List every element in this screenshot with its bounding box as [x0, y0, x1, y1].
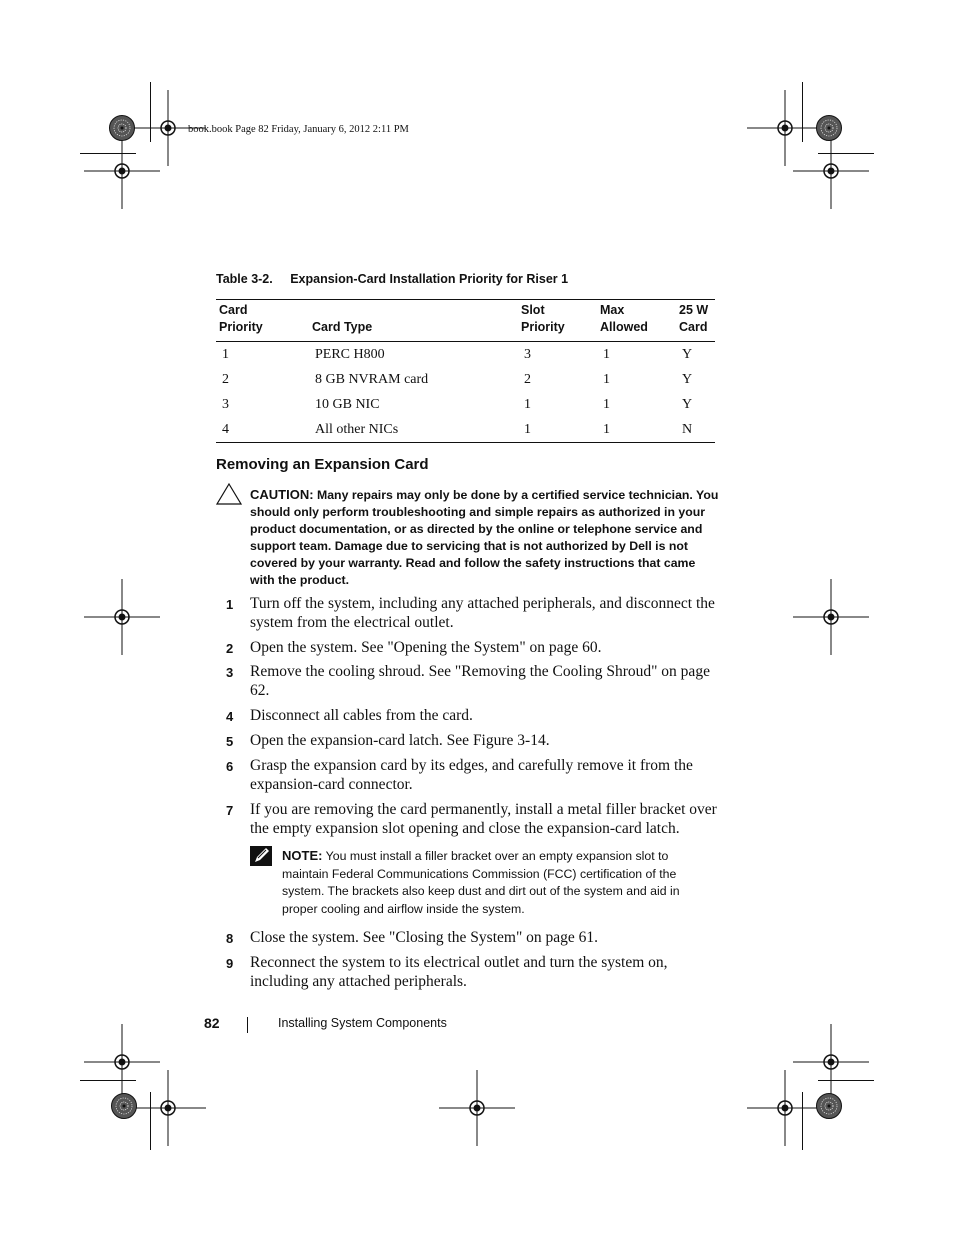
registration-mark-icon [793, 579, 869, 655]
table-cell: 2 [222, 371, 229, 387]
table-row [216, 392, 715, 417]
table-cell: 2 [524, 371, 531, 387]
registration-mark-icon [84, 579, 160, 655]
step-item [216, 662, 726, 700]
step-text: If you are removing the card permanently, install a metal filler bracket over the empty expansion slot opening and close the expansion-card latch. [250, 801, 717, 837]
step-text: Turn off the system, including any attached peripherals, and disconnect the system from the electrical outlet. [250, 595, 715, 631]
step-text: Open the system. See "Opening the System" on page 60. [250, 639, 602, 656]
removal-steps [216, 594, 726, 991]
header-slot-priority: Slot Priority [518, 300, 597, 342]
step-number: 5 [226, 734, 234, 749]
print-header: book.book Page 82 Friday, January 6, 2012 2:11 PM [188, 124, 409, 135]
table-cell: 4 [216, 417, 309, 443]
color-wheel-icon [817, 1094, 842, 1119]
registration-mark-icon [84, 1024, 160, 1100]
page-number: 82 [204, 1015, 220, 1031]
table-cell: 1 [603, 371, 610, 387]
step-text: Open the expansion-card latch. See Figure 3-14. [250, 732, 550, 749]
table-cell: 1 [603, 346, 610, 362]
registration-mark-icon [793, 1024, 869, 1100]
step-text: Close the system. See "Closing the System" on page 61. [250, 929, 599, 946]
registration-mark-icon [130, 1070, 206, 1146]
step-item [216, 731, 726, 750]
note-block [282, 847, 707, 918]
table-cell: 3 [222, 396, 229, 412]
step-item [216, 928, 726, 947]
step-text: Remove the cooling shroud. See "Removing the Cooling Shroud" on page 62. [250, 663, 710, 699]
table-cell: 1 [597, 417, 676, 443]
caution-label: CAUTION: [250, 487, 314, 502]
caution-block [250, 486, 720, 589]
step-number: 4 [226, 709, 234, 724]
step-item [216, 756, 726, 794]
table-row [216, 417, 715, 443]
caution-triangle-icon [216, 483, 242, 505]
table-cell: 8 GB NVRAM card [315, 371, 429, 387]
expansion-card-priority-table [216, 299, 715, 443]
registration-mark-icon [439, 1070, 515, 1146]
step-number: 3 [226, 665, 234, 680]
step-text: Reconnect the system to its electrical outlet and turn the system on, including any attached peripherals. [250, 954, 668, 990]
color-wheel-icon [817, 116, 842, 141]
header-card-priority: Card Priority [216, 300, 309, 342]
step-item [216, 638, 726, 657]
table-cell: Y [682, 371, 693, 387]
step-text: Disconnect all cables from the card. [250, 707, 473, 724]
table-cell: All other NICs [309, 417, 518, 443]
table-header-row [216, 300, 715, 342]
step-number: 2 [226, 641, 234, 656]
step-number: 7 [226, 803, 234, 818]
table-cell: 10 GB NIC [315, 396, 380, 412]
note-pencil-icon [250, 846, 272, 866]
step-text: Grasp the expansion card by its edges, and carefully remove it from the expansion-card connector. [250, 757, 693, 793]
table-cell: 1 [603, 396, 610, 412]
step-item [216, 953, 726, 991]
table-cell: PERC H800 [315, 346, 385, 362]
color-wheel-icon [110, 116, 135, 141]
caution-text: Many repairs may only be done by a certified service technician. You should only perform troubleshooting and simple repairs as authorized in your product documentation, or as directed by the online or telephone service and support team. Damage due to servicing that is not authorized by Dell is not covered by your warranty. Read and follow the safety instructions that came with the product. [250, 488, 719, 587]
registration-mark-icon [747, 1070, 823, 1146]
table-cell: N [676, 417, 715, 443]
step-number: 8 [226, 931, 234, 946]
table-cell: Y [682, 396, 693, 412]
table-row [216, 367, 715, 392]
table-cell: Y [682, 346, 693, 362]
step-item [216, 706, 726, 725]
section-title: Removing an Expansion Card [216, 456, 429, 473]
registration-mark-icon [84, 133, 160, 209]
table-row [216, 342, 715, 368]
table-caption-number: Table 3-2. [216, 272, 273, 286]
registration-mark-icon [130, 90, 206, 166]
table-caption [216, 272, 568, 286]
table-caption-title: Expansion-Card Installation Priority for Riser 1 [290, 272, 569, 286]
registration-mark-icon [747, 90, 823, 166]
registration-mark-icon [793, 133, 869, 209]
note-text: You must install a filler bracket over an empty expansion slot to maintain Federal Communications Commission (FCC) certification of the system. The brackets also keep dust and dirt out of the system and aid in proper cooling and airflow inside the system. [282, 849, 680, 916]
footer-divider [247, 1017, 248, 1033]
color-wheel-icon [112, 1094, 137, 1119]
header-max-allowed: Max Allowed [597, 300, 676, 342]
table-cell: 3 [524, 346, 531, 362]
step-item [216, 594, 726, 632]
header-card-type: Card Type [309, 300, 518, 342]
step-item [216, 800, 726, 838]
table-cell: 1 [518, 417, 597, 443]
step-number: 1 [226, 597, 234, 612]
step-number: 6 [226, 759, 234, 774]
footer-chapter: Installing System Components [278, 1016, 447, 1030]
note-label: NOTE: [282, 848, 323, 863]
table-cell: 1 [222, 346, 229, 362]
table-cell: 1 [524, 396, 531, 412]
step-number: 9 [226, 956, 234, 971]
header-25w-card: 25 W Card [676, 300, 715, 342]
